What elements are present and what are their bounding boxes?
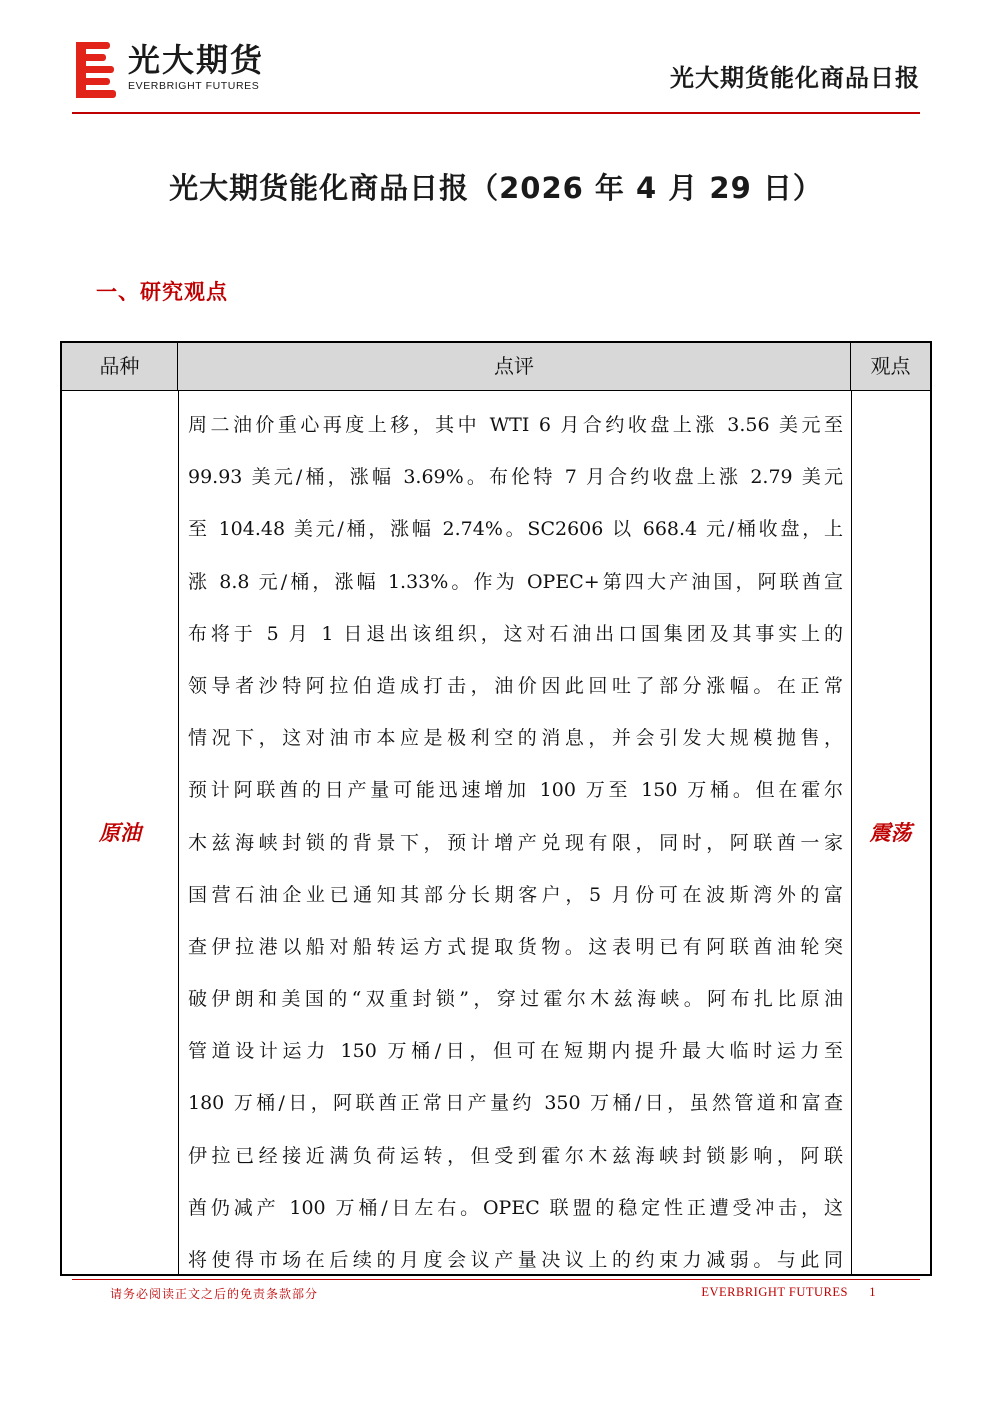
comment-line: 管道设计运力 150 万桶/日，但可在短期内提升最大临时运力至 xyxy=(188,1040,843,1063)
comment-line: 领导者沙特阿拉伯造成打击，油价因此回吐了部分涨幅。在正常 xyxy=(188,674,843,697)
table-column-divider xyxy=(178,390,179,1274)
research-view-table xyxy=(60,341,932,1276)
footer-divider xyxy=(72,1279,920,1280)
table-row-view: 震荡 xyxy=(869,821,912,845)
page-number: 1 xyxy=(869,1285,876,1299)
comment-line: 国营石油企业已通知其部分长期客户，5 月份可在波斯湾外的富 xyxy=(188,883,843,906)
comment-line: 将使得市场在后续的月度会议产量决议上的约束力减弱。与此同 xyxy=(188,1249,843,1271)
comment-line: 酋仍减产 100 万桶/日左右。OPEC 联盟的稳定性正遭受冲击，这 xyxy=(188,1196,843,1219)
comment-line: 周二油价重心再度上移，其中 WTI 6 月合约收盘上涨 3.56 美元至 xyxy=(188,414,843,436)
page-header xyxy=(0,0,992,120)
section-title: 一、研究观点 xyxy=(96,280,228,304)
logo-en-text: EVERBRIGHT FUTURES xyxy=(128,80,260,92)
comment-line: 预计阿联酋的日产量可能迅速增加 100 万至 150 万桶。但在霍尔 xyxy=(188,779,843,802)
comment-line: 破伊朗和美国的“双重封锁”，穿过霍尔木兹海峡。阿布扎比原油 xyxy=(188,988,843,1011)
table-row-variety: 原油 xyxy=(99,821,141,845)
comment-line: 布将于 5 月 1 日退出该组织，这对石油出口国集团及其事实上的 xyxy=(188,622,843,645)
logo-mark-icon xyxy=(76,42,118,98)
table-header-view: 观点 xyxy=(851,343,930,390)
comment-line: 木兹海峡封锁的背景下，预计增产兑现有限，同时，阿联酋一家 xyxy=(188,831,843,854)
table-header-divider xyxy=(62,390,930,391)
footer-disclaimer: 请务必阅读正文之后的免责条款部分 xyxy=(110,1287,319,1301)
comment-line: 180 万桶/日，阿联酋正常日产量约 350 万桶/日，虽然管道和富查 xyxy=(188,1092,843,1115)
comment-line: 伊拉已经接近满负荷运转，但受到霍尔木兹海峡封锁影响，阿联 xyxy=(188,1144,843,1167)
comment-line: 至 104.48 美元/桶，涨幅 2.74%。SC2606 以 668.4 元/桶收盘，上 xyxy=(188,518,843,541)
comment-line: 99.93 美元/桶，涨幅 3.69%。布伦特 7 月合约收盘上涨 2.79 美元 xyxy=(188,466,843,489)
comment-line: 情况下，这对油市本应是极利空的消息，并会引发大规模抛售， xyxy=(188,727,843,750)
company-logo xyxy=(76,42,264,98)
table-row-comment xyxy=(188,399,843,1286)
footer-brand: EVERBRIGHT FUTURES xyxy=(701,1285,848,1299)
comment-line: 查伊拉港以船对船转运方式提取货物。这表明已有阿联酋油轮突 xyxy=(188,935,843,958)
footer-brand-page xyxy=(701,1285,876,1300)
comment-line: 涨 8.8 元/桶，涨幅 1.33%。作为 OPEC+第四大产油国，阿联酋宣 xyxy=(188,570,843,593)
header-title: 光大期货能化商品日报 xyxy=(670,64,920,92)
logo-cn-text: 光大期货 xyxy=(128,41,265,79)
document-title: 光大期货能化商品日报（2026 年 4 月 29 日） xyxy=(169,171,823,205)
header-divider xyxy=(72,112,920,114)
table-header-variety: 品种 xyxy=(62,343,178,390)
table-header-comment: 点评 xyxy=(178,343,851,390)
